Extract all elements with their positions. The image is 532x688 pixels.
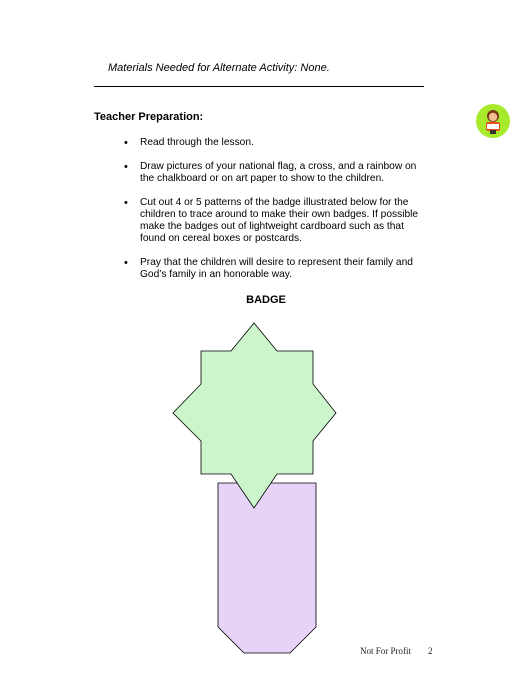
list-item: • Draw pictures of your national flag, a cross, and a rainbow on the chalkboard or on art paper to show to the children. [124,161,417,184]
badge-ribbon [218,483,316,653]
materials-label: Materials Needed for Alternate Activity [108,62,295,74]
footer-text: Not For Profit [360,646,412,656]
bullet-icon: • [124,161,128,173]
bullet-icon: • [124,257,128,269]
badge-star [173,323,336,508]
bullet-icon: • [124,137,128,149]
list-item: • Cut out 4 or 5 patterns of the badge illustrated below for the children to trace around to make their own badges. If possible make the badges out of lightweight cardboard such as that found on cereal boxes or postcards. [124,197,419,244]
bullet-icon: • [124,197,128,209]
badge-title: BADGE [246,294,286,306]
list-item: • Pray that the children will desire to represent their family and God’s family in an honorable way. [124,257,413,280]
teacher-prep-heading: Teacher Preparation: [94,111,204,123]
materials-line: Materials Needed for Alternate Activity: None. [108,62,330,74]
page-number: 2 [428,646,433,656]
list-item: • Read through the lesson. [124,137,254,149]
materials-value: None. [300,62,330,74]
